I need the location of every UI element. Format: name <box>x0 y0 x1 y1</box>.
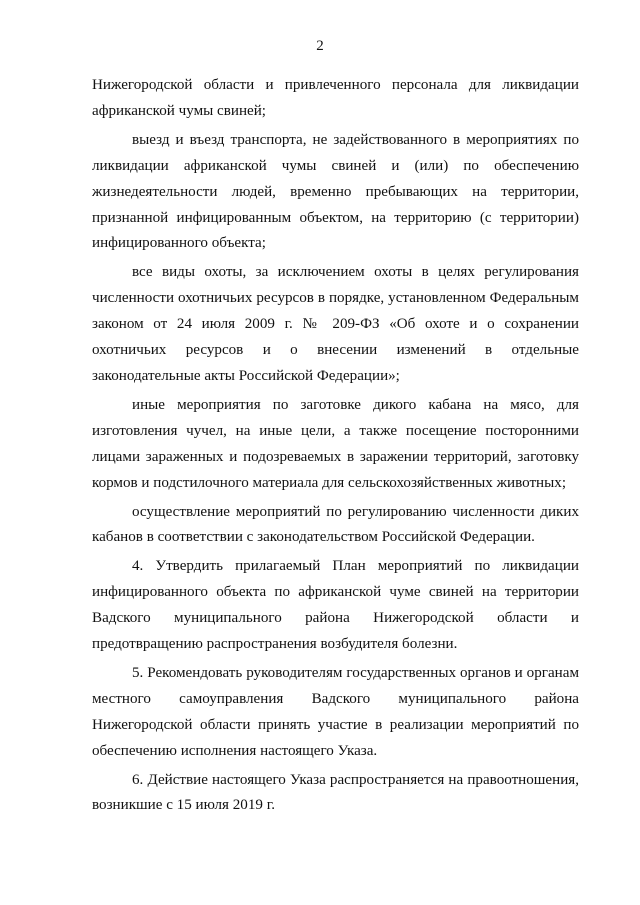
paragraph-item-4: 4. Утвердить прилагаемый План мероприятий по ликвидации инфицированного объекта по африканской чуме свиней на территории Вадского муниципального района Нижегородской области и предотвращению распространения возбудителя болезни. <box>92 558 579 653</box>
paragraph-other-activities: иные мероприятия по заготовке дикого кабана на мясо, для изготовления чучел, на иные цели, а также посещение посторонними лицами зараженных и подозреваемых в заражении территорий, заготовку кормов и подстилочного материала для сельскохозяйственных животных; <box>92 396 579 491</box>
page-number: 2 <box>316 38 324 54</box>
paragraph-hunting-restriction: все виды охоты, за исключением охоты в целях регулирования численности охотничьих ресурсов в порядке, установленном Федеральным законом от 24 июля 2009 г. № 209-ФЗ «Об охоте и о сохранении охотничьих ресурсов и о внесении изменений в отдельные законодательные акты Российской Федерации»; <box>92 264 579 384</box>
paragraph-item-5: 5. Рекомендовать руководителям государственных органов и органам местного самоуправления Вадского муниципального района Нижегородской области принять участие в реализации мероприятий по обеспечению исполнения настоящего Указа. <box>92 664 579 759</box>
document-body <box>92 73 579 819</box>
paragraph-item-6: 6. Действие настоящего Указа распространяется на правоотношения, возникшие с 15 июля 2019 г. <box>92 771 579 814</box>
paragraph-transport-restriction: выезд и въезд транспорта, не задействованного в мероприятиях по ликвидации африканской чумы свиней и (или) по обеспечению жизнедеятельности людей, временно пребывающих на территории, признанной инфицированным объектом, на территорию (с территории) инфицированного объекта; <box>92 131 579 252</box>
paragraph-population-regulation: осуществление мероприятий по регулированию численности диких кабанов в соответствии с законодательством Российской Федерации. <box>92 503 579 546</box>
paragraph-continuation: Нижегородской области и привлеченного персонала для ликвидации африканской чумы свиней; <box>92 77 579 119</box>
